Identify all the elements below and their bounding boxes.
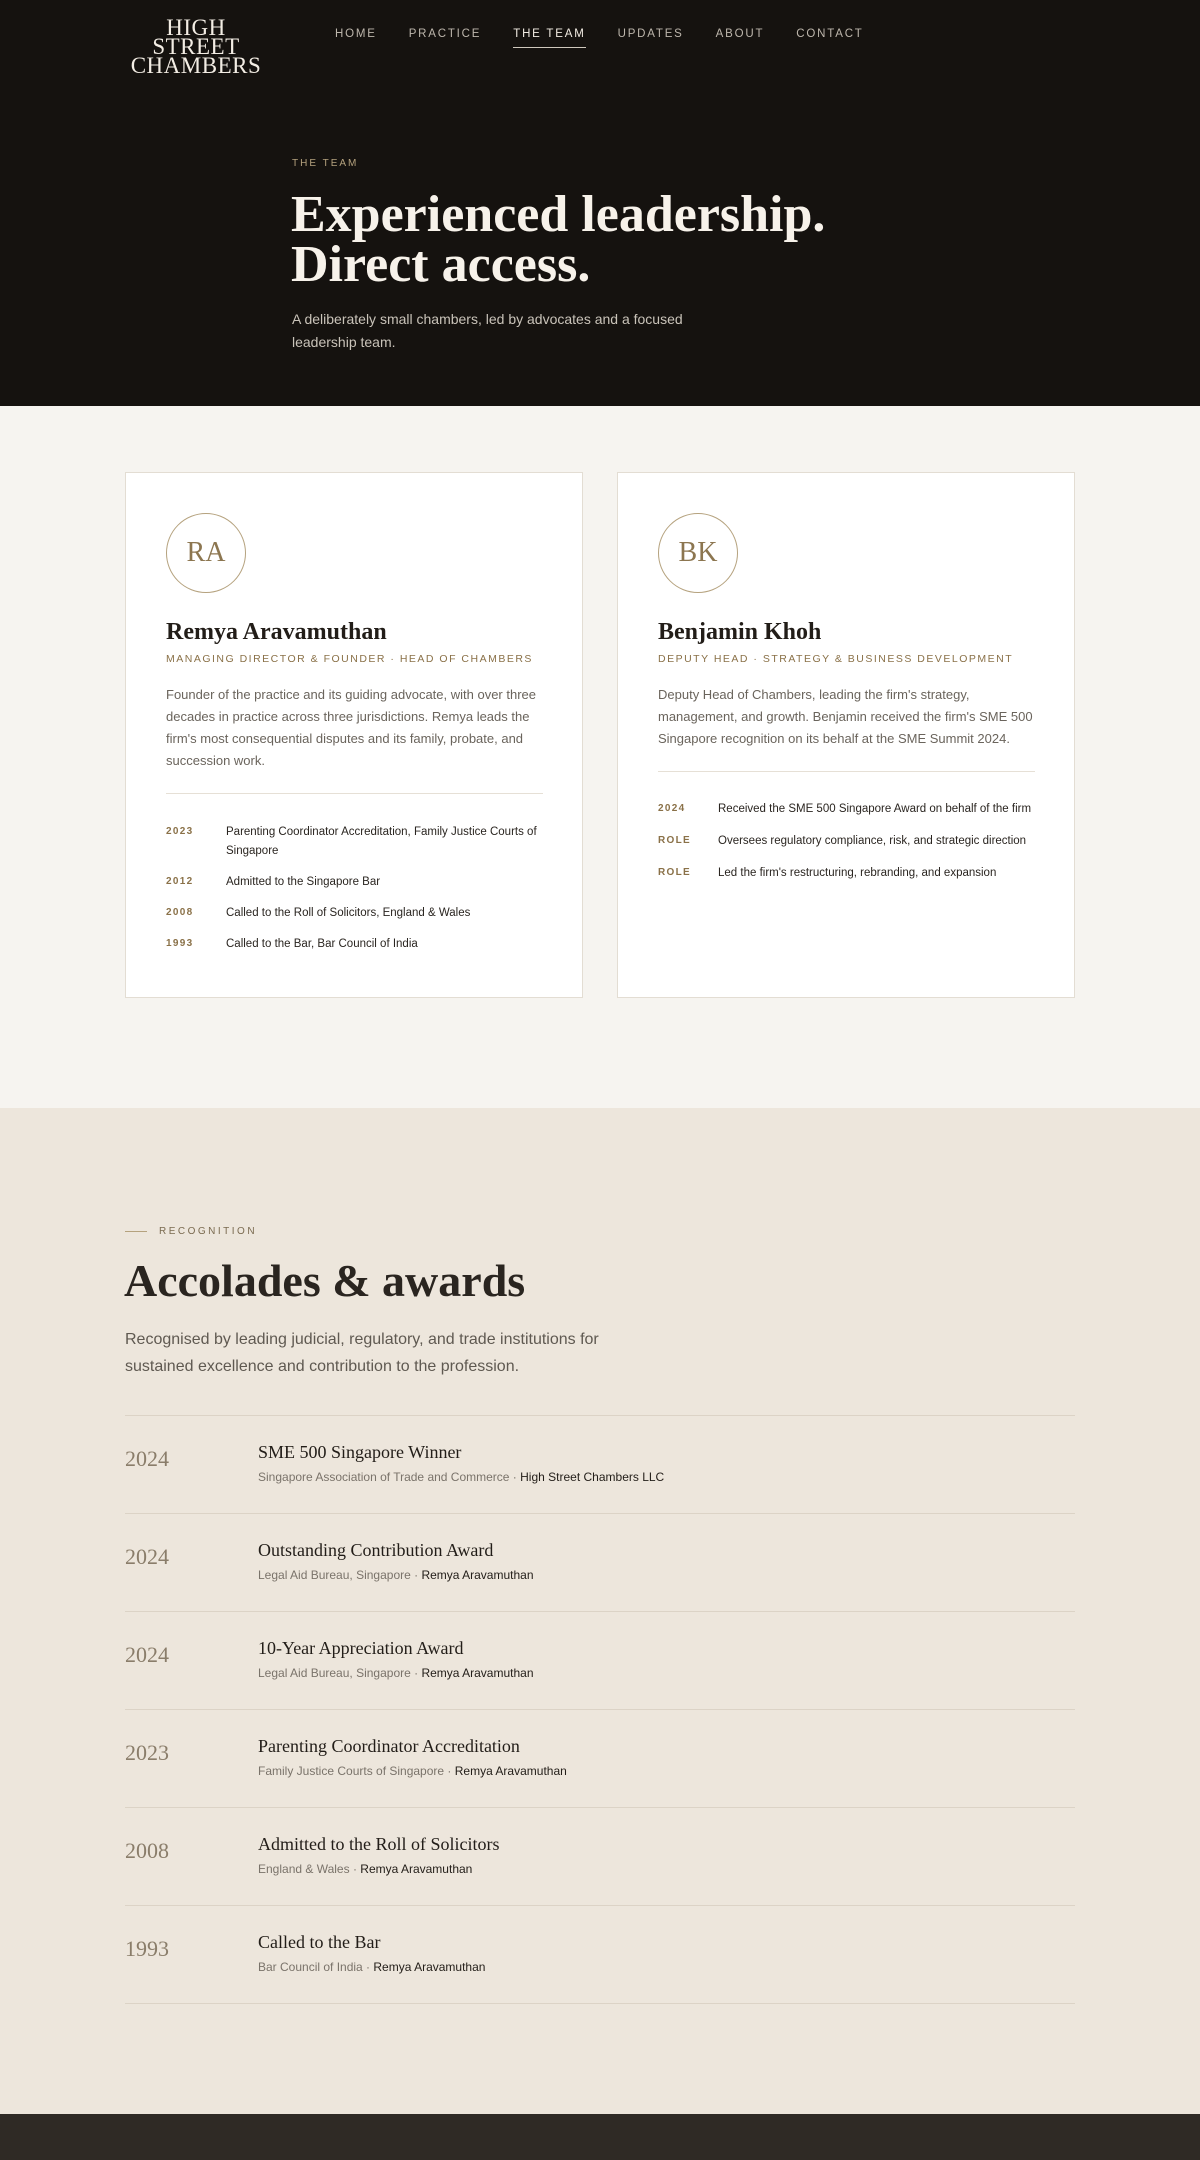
nav-practice[interactable]: PRACTICE <box>408 28 482 40</box>
page-title-line-1: Experienced leadership. <box>291 186 826 243</box>
member-role: DEPUTY HEAD · STRATEGY & BUSINESS DEVELOPMENT <box>658 653 1014 665</box>
page-title <box>291 186 911 293</box>
nav-the-team[interactable]: THE TEAM <box>513 28 585 48</box>
milestone-text: Led the firm's restructuring, rebranding, and expansion <box>718 867 997 879</box>
milestone-text: Admitted to the Singapore Bar <box>226 876 381 888</box>
award-meta <box>258 1568 534 1582</box>
award-name: Parenting Coordinator Accreditation <box>258 1736 520 1756</box>
milestone-item <box>166 935 546 954</box>
nav-updates[interactable]: UPDATES <box>617 28 684 40</box>
award-source: England & Wales · <box>258 1862 361 1876</box>
milestone-item <box>658 832 1038 851</box>
nav-about[interactable]: ABOUT <box>715 28 765 40</box>
milestone-key: 2023 <box>166 826 194 837</box>
award-name: Outstanding Contribution Award <box>258 1540 494 1560</box>
award-recipient: Remya Aravamuthan <box>373 1960 486 1974</box>
card-divider <box>658 771 1035 772</box>
award-year: 2024 <box>125 1544 169 1569</box>
team-section <box>0 406 1200 1108</box>
milestone-key: 2008 <box>166 907 194 918</box>
milestone-item <box>166 873 546 892</box>
award-year: 2023 <box>125 1740 169 1765</box>
award-row <box>125 1808 1075 1906</box>
award-row <box>125 1416 1075 1514</box>
member-bio: Deputy Head of Chambers, leading the firm's strategy, management, and growth. Benjamin received the firm's SME 500 Singapore recognition on its behalf at the SME Summit 2024. <box>658 687 1033 746</box>
award-recipient: Remya Aravamuthan <box>421 1666 534 1680</box>
award-row <box>125 1612 1075 1710</box>
milestone-text: Called to the Bar, Bar Council of India <box>226 938 418 950</box>
award-source: Singapore Association of Trade and Commerce · <box>258 1470 521 1484</box>
team-card <box>125 472 583 998</box>
milestone-item <box>658 864 1038 883</box>
award-name: 10-Year Appreciation Award <box>258 1638 464 1658</box>
award-meta <box>258 1960 485 1974</box>
milestone-text: Received the SME 500 Singapore Award on behalf of the firm <box>718 803 1032 815</box>
brand-logo[interactable] <box>124 15 268 78</box>
main-nav <box>335 28 896 48</box>
award-row <box>125 1514 1075 1612</box>
milestone-item <box>166 904 546 923</box>
footer-strip <box>0 2114 1200 2160</box>
award-name: SME 500 Singapore Winner <box>258 1442 462 1462</box>
page-title-line-2: Direct access. <box>291 236 591 293</box>
award-source: Legal Aid Bureau, Singapore · <box>258 1666 422 1680</box>
member-name: Remya Aravamuthan <box>166 619 387 645</box>
member-role: MANAGING DIRECTOR & FOUNDER · HEAD OF CHAMBERS <box>166 653 533 665</box>
recognition-eyebrow <box>125 1226 257 1237</box>
award-row <box>125 1710 1075 1808</box>
award-source: Legal Aid Bureau, Singapore · <box>258 1568 422 1582</box>
award-recipient: Remya Aravamuthan <box>454 1764 567 1778</box>
award-meta <box>258 1764 567 1778</box>
milestone-key: 2024 <box>658 803 686 814</box>
milestone-key: 2012 <box>166 876 194 887</box>
award-row <box>125 1906 1075 2004</box>
milestone-key: ROLE <box>658 867 691 878</box>
milestone-item <box>166 823 546 861</box>
award-recipient: High Street Chambers LLC <box>520 1470 665 1484</box>
team-card <box>617 472 1075 998</box>
milestone-item <box>658 800 1038 819</box>
award-year: 2008 <box>125 1838 169 1863</box>
award-name: Called to the Bar <box>258 1932 381 1952</box>
award-meta <box>258 1666 534 1680</box>
award-meta <box>258 1470 664 1484</box>
brand-line-2: CHAMBERS <box>130 53 262 78</box>
award-source: Bar Council of India · <box>258 1960 374 1974</box>
avatar: RA <box>166 513 246 593</box>
hero-section <box>0 0 1200 406</box>
member-name: Benjamin Khoh <box>658 619 822 645</box>
card-divider <box>166 793 543 794</box>
milestone-key: 1993 <box>166 938 194 949</box>
recognition-section <box>0 1108 1200 2114</box>
section-title: Accolades & awards <box>124 1255 526 1306</box>
milestone-key: ROLE <box>658 835 691 846</box>
awards-list <box>125 1415 1075 2004</box>
section-subtitle: Recognised by leading judicial, regulatory, and trade institutions for sustained excellence and contribution to the profession. <box>125 1331 599 1375</box>
milestone-text: Called to the Roll of Solicitors, England & Wales <box>226 907 471 919</box>
nav-contact[interactable]: CONTACT <box>796 28 864 40</box>
award-name: Admitted to the Roll of Solicitors <box>258 1834 500 1854</box>
eyebrow-rule <box>125 1231 147 1232</box>
award-recipient: Remya Aravamuthan <box>360 1862 473 1876</box>
award-meta <box>258 1862 472 1876</box>
award-year: 2024 <box>125 1446 169 1471</box>
member-bio: Founder of the practice and its guiding advocate, with over three decades in practice across three jurisdictions. Remya leads the firm's most consequential disputes and its family, probate, and succession work. <box>166 687 536 768</box>
milestone-text: Parenting Coordinator Accreditation, Family Justice Courts of Singapore <box>226 826 537 857</box>
award-year: 2024 <box>125 1642 169 1667</box>
hero-eyebrow: THE TEAM <box>292 158 359 169</box>
hero-subtitle: A deliberately small chambers, led by advocates and a focused leadership team. <box>292 311 683 350</box>
eyebrow-label: RECOGNITION <box>159 1226 258 1237</box>
nav-home[interactable]: HOME <box>335 28 377 40</box>
avatar: BK <box>658 513 738 593</box>
milestone-list <box>658 800 1038 895</box>
milestone-text: Oversees regulatory compliance, risk, and strategic direction <box>718 835 1027 847</box>
award-source: Family Justice Courts of Singapore · <box>258 1764 455 1778</box>
award-year: 1993 <box>125 1936 169 1961</box>
milestone-list <box>166 823 546 966</box>
award-recipient: Remya Aravamuthan <box>421 1568 534 1582</box>
brand-line-1: HIGH STREET <box>152 15 240 59</box>
